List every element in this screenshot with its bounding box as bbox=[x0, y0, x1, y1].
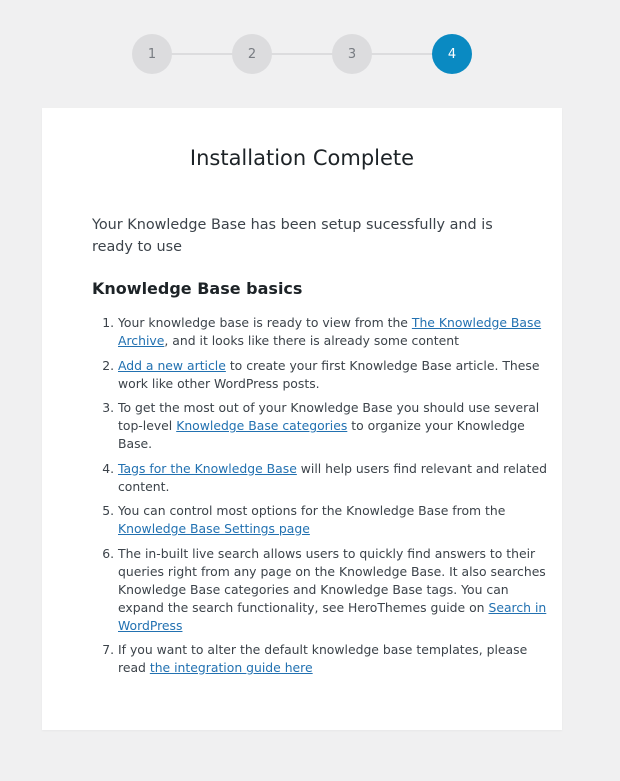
list-item bbox=[118, 545, 548, 635]
item-text: To get the most out of your Knowledge Base you should use several top-level bbox=[118, 400, 540, 433]
item-text: to create your first Knowledge Base article. These work like other WordPress posts. bbox=[118, 357, 540, 391]
list-item bbox=[118, 357, 548, 393]
list-item bbox=[118, 460, 548, 496]
knowledge-base-archive-link[interactable]: The Knowledge Base Archive bbox=[118, 315, 542, 348]
step-1: 1 bbox=[132, 34, 172, 74]
step-connector-line bbox=[152, 53, 452, 55]
item-text: Your knowledge base is ready to view from the bbox=[118, 315, 412, 330]
add-new-article-link[interactable]: Add a new article bbox=[118, 357, 226, 373]
knowledge-base-categories-link[interactable]: Knowledge Base categories bbox=[176, 418, 348, 433]
list-item bbox=[118, 641, 548, 677]
item-text: , and it looks like there is already some content bbox=[164, 333, 459, 348]
section-heading: Knowledge Base basics bbox=[92, 279, 303, 298]
search-in-wordpress-link[interactable]: Search in WordPress bbox=[118, 599, 547, 633]
item-text: will help users find relevant and related content. bbox=[118, 460, 547, 494]
basics-list bbox=[92, 314, 548, 684]
item-text: If you want to alter the default knowledge base templates, please read bbox=[118, 642, 528, 675]
knowledge-base-tags-link[interactable]: Tags for the Knowledge Base bbox=[118, 460, 297, 476]
integration-guide-link[interactable]: the integration guide here bbox=[149, 660, 313, 675]
step-2: 2 bbox=[232, 34, 272, 74]
item-text: to organize your Knowledge Base. bbox=[118, 418, 525, 451]
intro-text: Your Knowledge Base has been setup sucessfully and is ready to use bbox=[92, 217, 493, 255]
step-3: 3 bbox=[332, 34, 372, 74]
list-item bbox=[118, 502, 548, 538]
item-text: The in-built live search allows users to quickly find answers to their queries right from any page on the Knowledge Base. It also searches Knowledge Base categories and Knowledge Base tags. You can expand the search functionality, see HeroThemes guide on bbox=[118, 545, 546, 615]
step-4-active: 4 bbox=[432, 34, 472, 74]
list-item bbox=[118, 399, 548, 453]
step-progress bbox=[0, 0, 620, 110]
item-text: You can control most options for the Knowledge Base from the bbox=[118, 503, 506, 518]
list-item bbox=[118, 314, 548, 350]
knowledge-base-settings-link[interactable]: Knowledge Base Settings page bbox=[118, 521, 310, 536]
page-title: Installation Complete bbox=[189, 146, 415, 170]
